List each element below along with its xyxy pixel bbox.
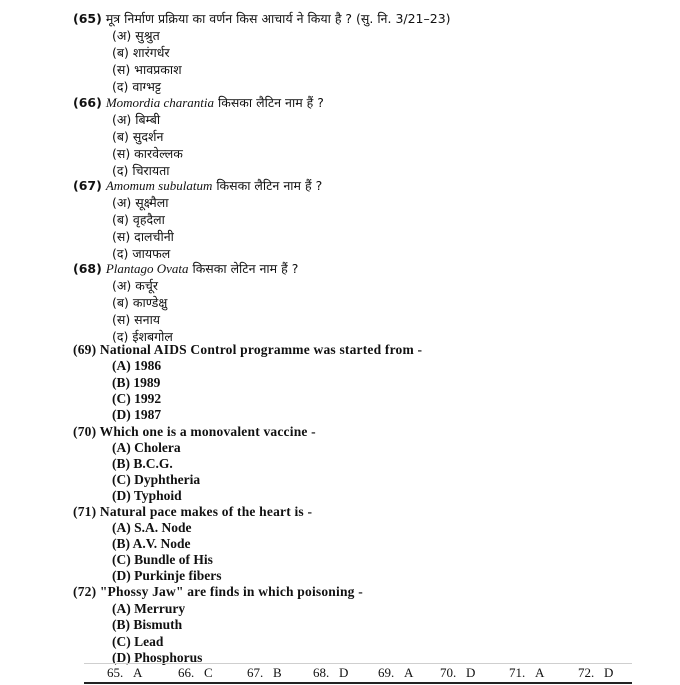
question-69: (69) National AIDS Control programme was started from - [73,342,423,357]
option: (स) कारवेल्लक [112,146,183,161]
option: (C) Dyphtheria [112,472,201,487]
answer-question: 65. [107,665,124,680]
option: (द) चिरायता [112,163,170,178]
option: (D) 1987 [112,407,162,422]
answer-letter: D [466,665,476,680]
option: (अ) सूक्ष्मैला [112,195,169,210]
option: (स) भावप्रकाश [112,62,182,77]
option: (द) वाग्भट्ट [112,79,161,94]
option: (A) 1986 [112,358,162,373]
answer-letter: D [604,665,614,680]
question-70: (70) Which one is a monovalent vaccine - [73,424,316,439]
question-66 [73,95,324,111]
question-text: किसका लेटिन नाम हैं ? [188,261,299,276]
option: (A) Cholera [112,440,181,455]
answer-letter: D [339,665,349,680]
answer-letter: A [133,665,143,680]
answer-71 [509,666,544,680]
question-number: (65) [73,11,102,26]
question-number: (67) [73,178,102,193]
option: (A) Merrury [112,601,186,616]
answer-key-bar [84,663,632,684]
answer-65 [107,666,142,680]
option: (B) 1989 [112,375,161,390]
option: (C) 1992 [112,391,162,406]
option: (द) जायफल [112,246,171,261]
answer-66 [178,666,213,680]
question-text: मूत्र निर्माण प्रक्रिया का वर्णन किस आचार्य ने किया है ? (सु. नि. 3/21–23) [105,11,451,26]
question-72: (72) "Phossy Jaw" are finds in which poisoning - [73,584,363,599]
latin-name: Plantago Ovata [105,261,189,276]
option: (ब) शारंगर्धर [112,45,170,60]
answer-question: 68. [313,665,330,680]
answer-70 [440,666,475,680]
option: (D) Phosphorus [112,650,203,665]
option: (B) A.V. Node [112,536,191,551]
option: (C) Lead [112,634,164,649]
question-number: (68) [73,261,102,276]
option: (B) B.C.G. [112,456,173,471]
question-text: किसका लैटिन नाम हैं ? [214,95,324,110]
option: (ब) वृहदैला [112,212,165,227]
answer-letter: B [273,665,282,680]
answer-67 [247,666,282,680]
option: (स) सनाय [112,312,161,327]
option: (D) Purkinje fibers [112,568,222,583]
latin-name: Momordia charantia [105,95,215,110]
answer-question: 70. [440,665,457,680]
option: (C) Bundle of His [112,552,213,567]
question-68 [73,261,298,277]
answer-question: 66. [178,665,195,680]
option: (द) ईशबगोल [112,329,173,344]
latin-name: Amomum subulatum [105,178,213,193]
answer-question: 72. [578,665,595,680]
question-67 [73,178,322,194]
option: (A) S.A. Node [112,520,192,535]
question-71: (71) Natural pace makes of the heart is - [73,504,313,519]
answer-69 [378,666,413,680]
answer-question: 67. [247,665,264,680]
answer-letter: A [404,665,414,680]
answer-72 [578,666,613,680]
answer-question: 69. [378,665,395,680]
question-number: (66) [73,95,102,110]
answer-question: 71. [509,665,526,680]
option: (ब) काण्डेक्षु [112,295,168,310]
option: (अ) कर्चूर [112,278,158,293]
answer-68 [313,666,348,680]
option: (अ) बिम्बी [112,112,161,127]
question-65 [73,11,451,27]
option: (ब) सुदर्शन [112,129,164,144]
option: (अ) सुश्रुत [112,28,160,43]
question-text: किसका लैटिन नाम हैं ? [212,178,323,193]
option: (B) Bismuth [112,617,183,632]
option: (स) दालचीनी [112,229,174,244]
option: (D) Typhoid [112,488,182,503]
answer-letter: A [535,665,545,680]
answer-letter: C [204,665,213,680]
